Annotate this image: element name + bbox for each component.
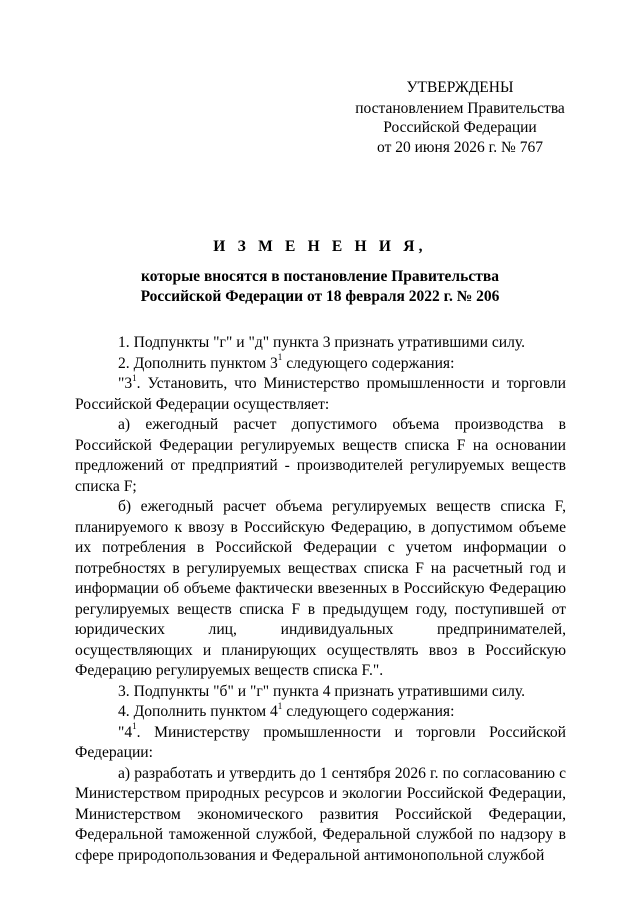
paragraph-3-start: "3 [118, 375, 133, 392]
paragraph-6: 3. Подпункты "б" и "г" пункта 4 признать утратившими силу. [118, 682, 526, 700]
title-line-1: которые вносятся в постановление Правительства [141, 268, 499, 285]
approval-block [330, 78, 590, 157]
paragraph-8-start: "4 [118, 723, 133, 741]
paragraph-3 [75, 374, 566, 415]
paragraph-7 [75, 702, 566, 723]
paragraph-7-end: следующего содержания: [282, 703, 455, 720]
paragraph-5: б) ежегодный расчет объема регулируемых веществ списка F, планируемого к ввозу в Российскую Федерацию, в допустимом объеме их потребления в Российской Федерации с учетом информации о потребностях в регулируемых веществах списка F на расчетный год и информации об объеме фактически ввезенных в Российскую Федерацию регулируемых веществ списка F в предыдущем году, поступившей от юридических лиц, индивидуальных предпринимателей, осуществляющих и планирующих осуществлять ввоз в Российскую Федерацию регулируемых веществ списка F.". [75, 498, 566, 679]
superscript-1: 1 [277, 700, 283, 711]
paragraph-2-start: 2. Дополнить пунктом 3 [118, 354, 278, 372]
paragraph-2-end: следующего содержания: [282, 354, 455, 372]
paragraph-7-start: 4. Дополнить пунктом 4 [118, 703, 278, 720]
superscript-1: 1 [132, 721, 137, 732]
approval-line-1: постановлением Правительства [355, 99, 565, 117]
paragraph-9: а) разработать и утвердить до 1 сентября 2026 г. по согласованию с Министерством природных ресурсов и экологии Российской Федерации, Министерством экономического развития Российской Федерации, Федеральной таможенной службой, Федеральной службой по надзору в сфере природопользования и Федеральной антимонопольной службой [75, 764, 566, 864]
paragraph-1: 1. Подпункты "г" и "д" пункта 3 признать утратившими силу. [118, 334, 526, 351]
document-body [75, 333, 566, 866]
paragraph-8 [75, 723, 566, 764]
document-title [80, 237, 560, 307]
paragraph-3-end: . Установить, что Министерство промышленности и торговли Российской Федерации осуществляет: [75, 375, 566, 413]
paragraph-4: а) ежегодный расчет допустимого объема производства в Российской Федерации регулируемых веществ списка F на основании предложений от предприятий - производителей регулируемых веществ списка F; [75, 416, 566, 495]
paragraph-8-end: . Министерству промышленности и торговли Российской Федерации: [75, 723, 566, 761]
approval-line-3: от 20 июня 2026 г. № 767 [377, 138, 543, 156]
approval-line-2: Российской Федерации [383, 119, 537, 136]
approval-heading: УТВЕРЖДЕНЫ [406, 79, 514, 96]
paragraph-2 [75, 354, 566, 375]
title-main: И З М Е Н Е Н И Я, [213, 238, 427, 255]
superscript-1: 1 [132, 372, 137, 383]
superscript-1: 1 [277, 352, 283, 363]
title-line-2: Российской Федерации от 18 февраля 2022 г. № 206 [140, 288, 500, 305]
